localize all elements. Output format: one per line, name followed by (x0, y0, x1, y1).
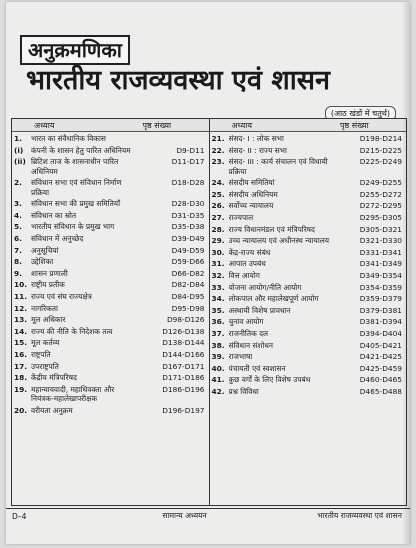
contents-row (12, 257, 209, 266)
page-footer (6, 508, 410, 523)
chapter-topic: नागरिकता (31, 303, 58, 313)
contents-row (210, 134, 407, 143)
chapter-page-range: D84-D95 (171, 291, 205, 301)
contents-row (210, 352, 407, 361)
chapter-number: 15. (14, 338, 28, 348)
chapter-number: 14. (14, 326, 28, 336)
contents-row (210, 146, 407, 155)
chapter-page-range: D405-D421 (359, 340, 402, 350)
contents-row (12, 157, 209, 176)
chapter-page-range: D28-D30 (171, 199, 205, 209)
chapter-topic: संसदीय समितियां (228, 178, 275, 188)
chapter-topic: पंचायती एवं स्वशासन (228, 363, 286, 373)
chapter-topic: प्रश्न विविधा (228, 386, 259, 396)
contents-row (210, 341, 407, 350)
chapter-number: 40. (211, 363, 225, 373)
contents-row (12, 211, 209, 220)
chapter-number: 25. (211, 189, 225, 199)
chapter-number: 34. (211, 294, 225, 304)
chapter-page-range: D394-D404 (359, 328, 402, 338)
chapter-number: 23. (211, 157, 225, 167)
chapter-topic: वित्त आयोग (228, 270, 260, 280)
chapter-page-range: D49-D59 (171, 245, 205, 255)
chapter-topic: ब्रिटिश ताज के शासनाधीन पारित अधिनियम (31, 157, 119, 176)
chapter-page-range: D331-D341 (359, 247, 402, 257)
page-edge-shadow (402, 2, 410, 544)
chapter-topic: कुछ वर्गों के लिए विशेष उपबंध (228, 375, 311, 385)
chapter-topic: लोकपाल और महालेखपूर्ण आयोग (228, 294, 319, 304)
contents-row (210, 294, 407, 303)
contents-column-right (210, 119, 407, 505)
header-page: पृष्ठ संख्या (142, 120, 172, 130)
chapter-page-range: D349-D354 (359, 270, 402, 280)
chapter-number: 26. (211, 201, 225, 211)
table-header (210, 119, 407, 132)
contents-row (210, 201, 407, 210)
contents-row (210, 213, 407, 222)
chapter-page-range: D196-D197 (162, 405, 205, 415)
chapter-number: (ii) (14, 157, 26, 167)
chapter-page-range: D295-D305 (359, 212, 402, 222)
chapter-page-range: D82-D84 (171, 280, 205, 290)
chapter-topic: संसदीय अधिनियम (228, 189, 278, 199)
chapter-number: 1. (14, 134, 22, 143)
chapter-page-range: D465-D488 (359, 386, 402, 396)
chapter-topic: संसद- II : राज्य सभा (228, 145, 287, 155)
contents-row (12, 304, 209, 313)
chapter-number: 3. (14, 199, 22, 209)
chapter-topic: संविधान में अनुच्छेद (31, 233, 84, 243)
chapter-number: 29. (211, 236, 225, 246)
chapter-topic: चुनाव आयोग (228, 317, 264, 327)
page-subtitle: (आठ खंडों में चतुर्थ) (325, 106, 396, 121)
contents-row (12, 350, 209, 359)
chapter-topic: राज्य एवं संघ राज्यक्षेत्र (31, 291, 92, 301)
chapter-number: (i) (14, 145, 24, 155)
chapter-number: 27. (211, 212, 225, 222)
chapter-number: 4. (14, 210, 22, 220)
chapter-page-range: D59-D66 (171, 257, 205, 267)
chapter-page-range: D126-D138 (162, 326, 205, 336)
chapter-page-range: D379-D381 (359, 305, 402, 315)
footer-series: सामान्य अध्ययन (162, 511, 207, 520)
chapter-number: 18. (14, 373, 28, 383)
contents-row (12, 178, 209, 197)
chapter-page-range: D341-D349 (359, 259, 402, 269)
chapter-number: 6. (14, 233, 22, 243)
chapter-topic: मूल कर्तव्य (31, 338, 60, 348)
chapter-page-range: D144-D166 (162, 349, 205, 359)
chapter-number: 31. (211, 259, 225, 269)
contents-row (210, 259, 407, 268)
chapter-number: 19. (14, 384, 28, 394)
chapter-number: 36. (211, 317, 225, 327)
chapter-topic: मूल अधिकार (31, 315, 66, 325)
contents-row (12, 406, 209, 415)
chapter-page-range: D95-D98 (171, 303, 205, 313)
chapter-topic: भारतीय संविधान के प्रमुख भाग (31, 222, 115, 232)
chapter-topic: संविधान सभा एवं संविधान निर्माण प्रक्रिया (31, 178, 122, 197)
chapter-topic: आपात उपबंध (228, 259, 266, 269)
contents-row (210, 317, 407, 326)
contents-row (12, 234, 209, 243)
chapter-number: 35. (211, 305, 225, 315)
table-header (12, 119, 209, 132)
chapter-topic: राज्यपाल (228, 212, 254, 222)
chapter-topic: राष्ट्रीय प्रतीक (31, 280, 65, 290)
page-number: D–4 (12, 511, 27, 521)
contents-row (12, 280, 209, 289)
chapter-topic: संसद- III : कार्य संचालन एवं विधायी प्रक्रिया (228, 157, 328, 176)
chapter-number: 33. (211, 282, 225, 292)
chapter-number: 38. (211, 340, 225, 350)
contents-row (12, 269, 209, 278)
chapter-number: 8. (14, 257, 22, 267)
chapter-number: 41. (211, 375, 225, 385)
chapter-topic: शासन प्रणाली (31, 268, 68, 278)
contents-row (12, 338, 209, 347)
contents-row (210, 329, 407, 338)
chapter-number: 2. (14, 178, 22, 188)
contents-row (12, 134, 209, 143)
chapter-number: 21. (211, 134, 225, 143)
chapter-page-range: D186-D196 (162, 384, 205, 394)
chapter-page-range: D215-D225 (359, 145, 402, 155)
header-topic: अध्याय (231, 120, 252, 130)
chapter-page-range: D460-D465 (359, 375, 402, 385)
chapter-topic: उच्च न्यायालय एवं अधीनस्थ न्यायालय (228, 236, 330, 246)
chapter-topic: अनुसूचियां (31, 245, 59, 255)
chapter-page-range: D255-D272 (359, 189, 402, 199)
contents-row (210, 283, 407, 292)
chapter-page-range: D321-D330 (359, 236, 402, 246)
chapter-topic: राष्ट्रपति (31, 349, 51, 359)
contents-row (12, 385, 209, 404)
chapter-page-range: D425-D459 (359, 363, 402, 373)
chapter-number: 9. (14, 268, 22, 278)
chapter-page-range: D98-D126 (166, 315, 205, 325)
chapter-number: 20. (14, 405, 28, 415)
chapter-page-range: D198-D214 (359, 134, 402, 143)
contents-row (210, 271, 407, 280)
chapter-number: 10. (14, 280, 28, 290)
chapter-page-range: D18-D28 (171, 178, 205, 188)
header-topic: अध्याय (34, 120, 55, 130)
chapter-topic: संविधान का स्रोत (31, 210, 77, 220)
chapter-page-range: D9-D11 (176, 145, 205, 155)
contents-row (210, 225, 407, 234)
contents-row (210, 364, 407, 373)
chapter-page-range: D167-D171 (162, 361, 205, 371)
chapter-topic: उद्देशिका (31, 257, 54, 267)
chapter-topic: संविधान सभा की प्रमुख समितियाँ (31, 199, 121, 209)
chapter-number: 24. (211, 178, 225, 188)
chapter-page-range: D39-D49 (171, 233, 205, 243)
chapter-page-range: D305-D321 (359, 224, 402, 234)
chapter-page-range: D66-D82 (171, 268, 205, 278)
contents-row (210, 157, 407, 176)
chapter-topic: भारत का संवैधानिक विकास (31, 134, 106, 143)
footer-book-title: भारतीय राजव्यवस्था एवं शासन (317, 511, 402, 520)
chapter-page-range: D225-D249 (359, 157, 402, 167)
contents-row (12, 292, 209, 301)
chapter-topic: राजनीतिक दल (228, 328, 269, 338)
chapter-topic: संसद- I : लोक सभा (228, 134, 284, 143)
book-page (6, 2, 410, 544)
chapter-number: 39. (211, 352, 225, 362)
chapter-page-range: D359-D379 (359, 294, 402, 304)
chapter-topic: योजना आयोग/नीति आयोग (228, 282, 302, 292)
contents-row (12, 327, 209, 336)
chapter-topic: संविधान संशोधन (228, 340, 274, 350)
chapter-number: 32. (211, 270, 225, 280)
contents-row (210, 306, 407, 315)
chapter-page-range: D11-D17 (171, 157, 205, 167)
chapter-topic: राजभाषा (228, 352, 253, 362)
contents-table (11, 118, 407, 506)
chapter-number: 13. (14, 315, 28, 325)
contents-row (210, 248, 407, 257)
chapter-topic: सर्वोच्च न्यायालय (228, 201, 274, 211)
contents-column-left (12, 119, 210, 505)
contents-row (210, 190, 407, 199)
chapter-page-range: D354-D359 (359, 282, 402, 292)
chapter-page-range: D138-D144 (162, 338, 205, 348)
chapter-number: 30. (211, 247, 225, 257)
header-page: पृष्ठ संख्या (340, 120, 369, 130)
chapter-number: 42. (211, 386, 225, 396)
chapter-number: 28. (211, 224, 225, 234)
contents-rows-right (210, 132, 407, 396)
chapter-page-range: D249-D255 (359, 178, 402, 188)
contents-row (210, 375, 407, 384)
chapter-topic: राज्य विधानमंडल एवं मंत्रिपरिषद (228, 224, 315, 234)
chapter-page-range: D171-D186 (162, 373, 205, 383)
contents-row (210, 178, 407, 187)
chapter-number: 11. (14, 291, 28, 301)
contents-row (12, 373, 209, 382)
index-heading: अनुक्रमणिका (20, 35, 130, 65)
chapter-number: 12. (14, 303, 28, 313)
chapter-page-range: D381-D394 (359, 317, 402, 327)
page-title: भारतीय राजव्यवस्था एवं शासन (26, 65, 330, 96)
chapter-number: 5. (14, 222, 22, 232)
contents-row (12, 222, 209, 231)
chapter-page-range: D421-D425 (359, 352, 402, 362)
chapter-topic: केंद्रीय मंत्रिपरिषद (31, 373, 77, 383)
contents-row (12, 199, 209, 208)
chapter-number: 17. (14, 361, 28, 371)
chapter-page-range: D35-D38 (171, 222, 205, 232)
chapter-number: 37. (211, 328, 225, 338)
chapter-topic: वरीयता अनुक्रम (31, 405, 73, 415)
contents-row (210, 387, 407, 396)
contents-row (12, 315, 209, 324)
contents-row (12, 146, 209, 155)
chapter-page-range: D31-D35 (171, 210, 205, 220)
contents-row (12, 362, 209, 371)
chapter-topic: कंपनी के शासन हेतु पारित अधिनियम (31, 145, 131, 155)
chapter-page-range: D272-D295 (359, 201, 402, 211)
chapter-topic: महान्यायवादी, महाधिवक्ता और नियंत्रक-महालेखापरीक्षक (31, 384, 115, 404)
contents-row (12, 246, 209, 255)
chapter-topic: अस्थायी विशेष प्रावधान (228, 305, 291, 315)
contents-rows-left (12, 132, 209, 415)
chapter-topic: केंद्र-राज्य संबंध (228, 247, 271, 257)
chapter-topic: राज्य की नीति के निदेशक तत्व (31, 326, 113, 336)
chapter-number: 16. (14, 349, 28, 359)
chapter-number: 7. (14, 245, 22, 255)
chapter-topic: उपराष्ट्रपति (31, 361, 59, 371)
contents-row (210, 236, 407, 245)
chapter-number: 22. (211, 145, 225, 155)
